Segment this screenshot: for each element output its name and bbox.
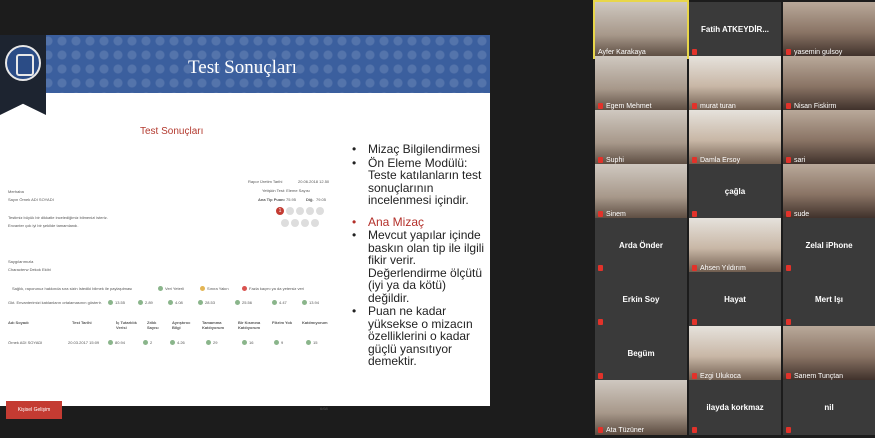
- other-score: 79.05: [316, 197, 327, 202]
- th-discriminant: Ayrıştırıcı Bilgi: [172, 320, 191, 330]
- participant-name: [786, 373, 843, 380]
- participant-label: Ezgi Ulukoca: [700, 373, 741, 380]
- participant-tile[interactable]: [595, 218, 687, 273]
- participant-tile[interactable]: [595, 272, 687, 327]
- muted-mic-icon: [692, 157, 697, 163]
- participant-name-center: [783, 218, 875, 273]
- th-contrast: Zıtlık Sayısı: [147, 320, 159, 330]
- muted-mic-icon: [786, 157, 791, 163]
- bullet-item-highlight: • Ana Mizaç: [350, 216, 485, 229]
- participant-label: Sinem: [606, 211, 626, 218]
- step-6[interactable]: [281, 219, 289, 227]
- report-document: [0, 93, 340, 413]
- ana-tip-score: 75.95: [286, 197, 297, 202]
- legend-ok: [158, 286, 184, 291]
- slide-bullets: [350, 143, 485, 369]
- participant-tile[interactable]: [783, 380, 875, 435]
- participant-label: Mert Işı: [814, 295, 843, 304]
- step-3[interactable]: [296, 207, 304, 215]
- greeting-name: Sayın Örnek ADI SOYADI: [8, 197, 54, 202]
- participant-name: [692, 373, 741, 380]
- score-5: 25.56: [235, 300, 252, 305]
- slide-title: Test Sonuçları: [188, 57, 297, 78]
- participant-label: Ata Tüzüner: [606, 427, 645, 434]
- participant-tile[interactable]: [783, 2, 875, 57]
- participant-label: nil: [824, 403, 834, 412]
- step-9[interactable]: [311, 219, 319, 227]
- participant-label: ilayda korkmaz: [706, 403, 764, 412]
- participant-label: Hayat: [724, 295, 746, 304]
- participant-name: [692, 265, 746, 272]
- muted-mic-icon: [598, 157, 603, 163]
- presentation-slide: [0, 35, 490, 413]
- td-discriminant: 4.26: [170, 340, 185, 345]
- muted-mic-icon: [598, 103, 603, 109]
- participant-tile[interactable]: [689, 56, 781, 111]
- participant-tile[interactable]: [689, 218, 781, 273]
- participant-label: Erkin Soy: [622, 295, 660, 304]
- participant-label: Egem Mehmet: [606, 103, 652, 110]
- td-disagree: 15: [306, 340, 317, 345]
- participant-tile[interactable]: [783, 164, 875, 219]
- muted-mic-icon: [598, 211, 603, 217]
- bullet-item: • Puan ne kadar yüksekse o mizacın özelliklerini o kadar güçlü yansıtıyor demektir.: [350, 305, 485, 368]
- participant-label: Fatih ATKEYDİR...: [701, 25, 769, 34]
- step-4[interactable]: [306, 207, 314, 215]
- university-seal-icon: [5, 45, 41, 81]
- td-name: Örnek ADI SOYADI: [8, 340, 43, 345]
- participant-tile[interactable]: [783, 326, 875, 381]
- participant-label: çağla: [724, 187, 746, 196]
- participant-tile[interactable]: [595, 110, 687, 165]
- td-partly: 16: [242, 340, 253, 345]
- muted-mic-icon: [692, 265, 697, 271]
- participant-tile[interactable]: [595, 164, 687, 219]
- participant-name-center: [595, 326, 687, 381]
- td-neutral: 9: [274, 340, 283, 345]
- step-5[interactable]: [316, 207, 324, 215]
- td-date: 20.03.2017 15:09: [68, 340, 100, 345]
- legend-bad-dot: [242, 286, 247, 291]
- scores-label: Gkt. Envanterimizi katılanların ortalamasının gösterir.: [8, 300, 102, 305]
- participant-name: [692, 103, 736, 110]
- report-date: 20.06.2018 12.50: [298, 179, 330, 184]
- step-2[interactable]: [286, 207, 294, 215]
- score-4: 28.53: [198, 300, 215, 305]
- th-consistency: İç Tutarlılık Verisi: [116, 320, 137, 330]
- th-date: Test Tarihi: [72, 320, 92, 325]
- muted-mic-icon: [786, 103, 791, 109]
- score-3: 4.08: [168, 300, 183, 305]
- participant-name: [786, 211, 809, 218]
- step-1[interactable]: 1: [276, 207, 284, 215]
- participant-name: [786, 49, 842, 56]
- participant-name-center: [689, 2, 781, 57]
- legend-near: [200, 286, 229, 291]
- participant-label: sari: [794, 157, 806, 164]
- bullet-item: • Mevcut yapılar içinde baskın olan tip ile ilgili fikir verir. Değerlendirme ölçütü (iyi ya da kötü) değildir.: [350, 229, 485, 304]
- participant-tile[interactable]: [783, 272, 875, 327]
- participant-label: yasemin gulsoy: [794, 49, 843, 56]
- participant-label: Arda Önder: [618, 241, 663, 250]
- participant-name-center: [783, 380, 875, 435]
- participant-label: murat turan: [700, 103, 736, 110]
- participant-name-center: [595, 272, 687, 327]
- personal-development-button[interactable]: Kişisel Gelişim: [6, 401, 62, 419]
- bullet-item: • Mizaç Bilgilendirmesi: [350, 143, 485, 156]
- participant-name: [598, 211, 626, 218]
- intro-text: Testimiz büyük bir dikkatle incelediğimiz bilmenizi isteriz.: [8, 215, 108, 220]
- participant-name: [786, 157, 805, 164]
- participant-label: Zelal iPhone: [805, 241, 853, 250]
- legend-bad: [242, 286, 304, 291]
- participant-tile[interactable]: [689, 2, 781, 57]
- participant-label: Begüm: [627, 349, 655, 358]
- td-consistency: 80.94: [108, 340, 125, 345]
- th-name: Adı Soyadı: [8, 320, 29, 325]
- td-agree: 29: [206, 340, 217, 345]
- legend-near-dot: [200, 286, 205, 291]
- participant-label: Ayfer Karakaya: [598, 49, 646, 56]
- participant-tile[interactable]: [595, 56, 687, 111]
- step-8[interactable]: [301, 219, 309, 227]
- legend-note: Sağlık, raporunuz hakkında sıra sizin Istediki bilmek ile paylaşılması: [12, 286, 133, 291]
- intro-status: Envanter çok iyi bir şekilde tamamlandı.: [8, 223, 79, 228]
- score-6: 4.47: [272, 300, 287, 305]
- step-7[interactable]: [291, 219, 299, 227]
- participant-name-center: [595, 218, 687, 273]
- th-neutral: Fikrim Yok: [272, 320, 293, 325]
- slide-banner: [0, 35, 490, 93]
- participant-tile[interactable]: [595, 2, 687, 57]
- th-disagree: Katılmıyorum: [302, 320, 328, 325]
- participant-label: Damla Ersoy: [700, 157, 741, 164]
- score-2: 2.89: [138, 300, 153, 305]
- participant-tile[interactable]: [689, 272, 781, 327]
- participant-name-center: [689, 380, 781, 435]
- participant-tile[interactable]: [689, 380, 781, 435]
- td-contrast: 2: [143, 340, 152, 345]
- other-label: Diğ.: [306, 197, 314, 202]
- participant-name: [598, 427, 644, 434]
- ana-tip-label: Ana Tip Puanı: [258, 197, 285, 202]
- participant-tile[interactable]: [783, 218, 875, 273]
- report-date-label: Rapor Üretim Tarihi: [248, 179, 283, 184]
- participant-name: [692, 157, 740, 164]
- team-name: Characterw Dekok Ekibi: [8, 267, 51, 272]
- participant-tile[interactable]: [783, 56, 875, 111]
- participant-name: [786, 103, 836, 110]
- participant-gallery: [595, 2, 853, 438]
- legend-near-label: Sınıra Yakın: [207, 286, 229, 291]
- participant-name: [598, 157, 624, 164]
- muted-mic-icon: [598, 427, 603, 433]
- participant-tile[interactable]: [689, 164, 781, 219]
- participant-label: sude: [794, 211, 810, 218]
- greeting: Merhaba: [8, 189, 24, 194]
- participant-label: Sanem Tunçtan: [794, 373, 844, 380]
- muted-mic-icon: [786, 49, 791, 55]
- participant-tile[interactable]: [595, 380, 687, 435]
- participant-name-center: [783, 272, 875, 327]
- participant-name: [598, 49, 646, 56]
- score-1: 13.55: [108, 300, 125, 305]
- muted-mic-icon: [786, 373, 791, 379]
- report-test-label: Yetişkin Test: Eleme Sayısı: [262, 188, 310, 193]
- participant-label: Suphi: [606, 157, 624, 164]
- bullet-item: • Ön Eleme Modülü: Teste katılanların test sonuçlarının incelenmesi içindir.: [350, 157, 485, 207]
- page-number: 6/68: [320, 406, 328, 411]
- participant-label: Nisan Fiskirm: [794, 103, 837, 110]
- th-agree: Tamamma Katılıyorum: [202, 320, 225, 330]
- legend-ok-label: Veri Yeterli: [165, 286, 184, 291]
- participant-tile[interactable]: [783, 110, 875, 165]
- legend-ok-dot: [158, 286, 163, 291]
- participant-tile[interactable]: [689, 110, 781, 165]
- participant-label: Ahsen Yıldırım: [700, 265, 746, 272]
- th-partly: Bir Kısmına Katılıyorum: [238, 320, 261, 330]
- muted-mic-icon: [692, 373, 697, 379]
- report-title: Test Sonuçları: [140, 126, 204, 137]
- muted-mic-icon: [786, 211, 791, 217]
- participant-name-center: [689, 164, 781, 219]
- legend-bad-label: Fazla kaçmı ya da yetersiz veri: [249, 286, 304, 291]
- participant-tile[interactable]: [595, 326, 687, 381]
- participant-tile[interactable]: [689, 326, 781, 381]
- score-7: 13.94: [302, 300, 319, 305]
- muted-mic-icon: [692, 103, 697, 109]
- regards: Saygılarımızla: [8, 259, 34, 264]
- participant-name-center: [689, 272, 781, 327]
- participant-name: [598, 103, 652, 110]
